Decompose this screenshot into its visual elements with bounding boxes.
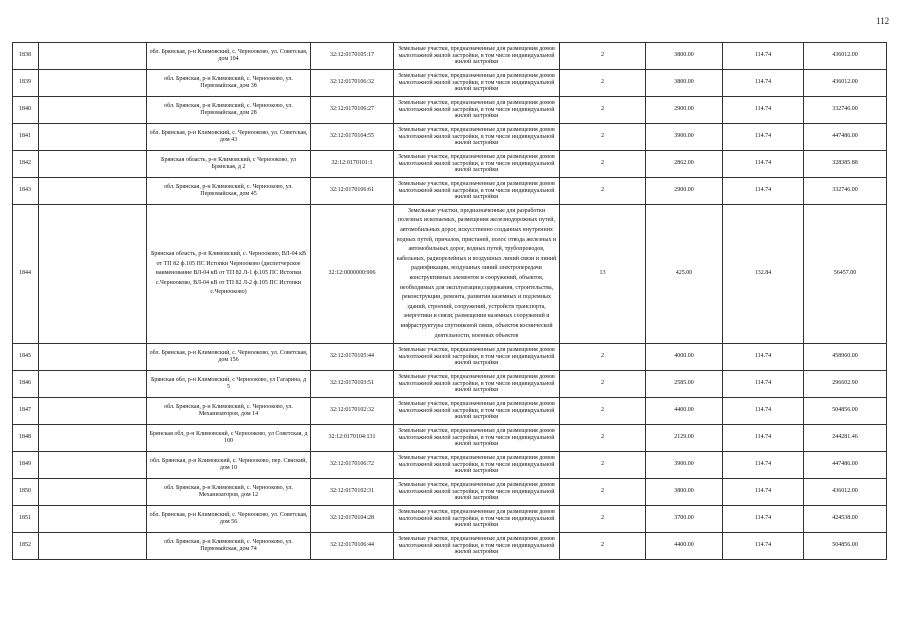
zone-cell: 2	[560, 43, 646, 70]
table-row	[13, 97, 887, 124]
cadastral-number-cell: 32:12:0170101:1	[311, 151, 394, 178]
rate-cell: 114.74	[723, 479, 804, 506]
area-cell: 3700.00	[646, 506, 723, 533]
area-cell: 4400.00	[646, 533, 723, 560]
address-cell: обл. Брянская, р-н Климовский, с. Чернооково, ул. Советская, дом 43	[147, 124, 311, 151]
cadastral-value-cell: 332746.00	[804, 97, 887, 124]
land-use-cell: Земельные участки, предназначенные для размещения домов малоэтажной жилой застройки, в том числе индивидуальной жилой застройки	[394, 178, 560, 205]
empty-cell	[39, 479, 147, 506]
area-cell: 425.00	[646, 205, 723, 344]
rate-cell: 132.84	[723, 205, 804, 344]
empty-cell	[39, 124, 147, 151]
rate-cell: 114.74	[723, 506, 804, 533]
row-number: 1848	[13, 425, 39, 452]
table-row	[13, 425, 887, 452]
zone-cell: 2	[560, 371, 646, 398]
zone-cell: 2	[560, 151, 646, 178]
table-row	[13, 124, 887, 151]
table-body	[13, 43, 887, 560]
table-row	[13, 533, 887, 560]
cadastral-value-cell: 436012.00	[804, 70, 887, 97]
address-cell: Брянская обл, р-н Климовский, с Чернооково, ул Советская, д 100	[147, 425, 311, 452]
cadastral-value-cell: 436012.00	[804, 479, 887, 506]
row-number: 1839	[13, 70, 39, 97]
cadastral-value-cell: 504856.00	[804, 533, 887, 560]
address-cell: обл. Брянская, р-н Климовский, с. Чернооково, ул. Механизаторов, дом 12	[147, 479, 311, 506]
area-cell: 4000.00	[646, 344, 723, 371]
cadastral-number-cell: 32:12:0170106:44	[311, 533, 394, 560]
cadastral-number-cell: 32:12:0170105:17	[311, 43, 394, 70]
land-use-cell: Земельные участки, предназначенные для размещения домов малоэтажной жилой застройки, в том числе индивидуальной жилой застройки	[394, 97, 560, 124]
cadastral-number-cell: 32:12:0170106:32	[311, 70, 394, 97]
cadastral-number-cell: 32:12:0170103:51	[311, 371, 394, 398]
zone-cell: 2	[560, 506, 646, 533]
area-cell: 3800.00	[646, 43, 723, 70]
land-use-cell: Земельные участки, предназначенные для разработки полезных ископаемых, размещения железнодорожных путей, автомобильных дорог, искусственно созданных внутренних водных путей, причалов, пристаней, полос отвода железных и автомобильных дорог, водных путей, трубопроводов, кабельных, радиорелейных и воздушных линий связи и линий радиофикации, воздушных линий электропередачи конструктивных элементов и сооружений, объектов, необходимых для эксплуатации,содержания, строительства, реконструкции, ремонта, развития наземных и подземных зданий, строений, сооружений, устройств транспорта, энергетики и связи; размещения наземных сооружений и инфраструктуры спутниковой связи, объектов космической деятельности, военных объектов	[394, 205, 560, 344]
land-use-cell: Земельные участки, предназначенные для размещения домов малоэтажной жилой застройки, в том числе индивидуальной жилой застройки	[394, 151, 560, 178]
cadastral-number-cell: 32:12:0170104:55	[311, 124, 394, 151]
land-use-cell: Земельные участки, предназначенные для размещения домов малоэтажной жилой застройки, в том числе индивидуальной жилой застройки	[394, 479, 560, 506]
table-row	[13, 371, 887, 398]
area-cell: 2900.00	[646, 97, 723, 124]
cadastral-value-cell: 458960.00	[804, 344, 887, 371]
cadastral-number-cell: 32:12:0170104:131	[311, 425, 394, 452]
cadastral-number-cell: 32:12:0000000:906	[311, 205, 394, 344]
address-cell: обл. Брянская, р-н Климовский, с. Чернооково, ул. Первомайская, дом 28	[147, 97, 311, 124]
empty-cell	[39, 452, 147, 479]
cadastral-number-cell: 32:12:0170102:31	[311, 479, 394, 506]
rate-cell: 114.74	[723, 371, 804, 398]
cadastral-value-cell: 332746.00	[804, 178, 887, 205]
area-cell: 3900.00	[646, 124, 723, 151]
area-cell: 4400.00	[646, 398, 723, 425]
rate-cell: 114.74	[723, 97, 804, 124]
row-number: 1844	[13, 205, 39, 344]
address-cell: обл. Брянская, р-н Климовский, с. Чернооково, ул. Советская, дом 104	[147, 43, 311, 70]
row-number: 1841	[13, 124, 39, 151]
land-use-cell: Земельные участки, предназначенные для размещения домов малоэтажной жилой застройки, в том числе индивидуальной жилой застройки	[394, 371, 560, 398]
table-row	[13, 151, 887, 178]
empty-cell	[39, 178, 147, 205]
cadastral-value-cell: 436012.00	[804, 43, 887, 70]
empty-cell	[39, 506, 147, 533]
rate-cell: 114.74	[723, 43, 804, 70]
row-number: 1843	[13, 178, 39, 205]
rate-cell: 114.74	[723, 124, 804, 151]
rate-cell: 114.74	[723, 425, 804, 452]
table-row	[13, 452, 887, 479]
address-cell: Брянская обл, р-н Климовский, с Чернооково, ул Гагарина, д 5	[147, 371, 311, 398]
zone-cell: 2	[560, 479, 646, 506]
empty-cell	[39, 205, 147, 344]
land-use-cell: Земельные участки, предназначенные для размещения домов малоэтажной жилой застройки, в том числе индивидуальной жилой застройки	[394, 43, 560, 70]
cadastral-number-cell: 32:12:0170106:61	[311, 178, 394, 205]
address-cell: обл. Брянская, р-н Климовский, с. Чернооково, пер. Свиский, дом 10	[147, 452, 311, 479]
empty-cell	[39, 70, 147, 97]
cadastral-value-cell: 504856.00	[804, 398, 887, 425]
row-number: 1850	[13, 479, 39, 506]
rate-cell: 114.74	[723, 398, 804, 425]
zone-cell: 2	[560, 178, 646, 205]
land-use-cell: Земельные участки, предназначенные для размещения домов малоэтажной жилой застройки, в том числе индивидуальной жилой застройки	[394, 452, 560, 479]
cadastral-value-cell: 244281.46	[804, 425, 887, 452]
land-use-cell: Земельные участки, предназначенные для размещения домов малоэтажной жилой застройки, в том числе индивидуальной жилой застройки	[394, 398, 560, 425]
land-use-cell: Земельные участки, предназначенные для размещения домов малоэтажной жилой застройки, в том числе индивидуальной жилой застройки	[394, 425, 560, 452]
cadastral-value-cell: 447486.00	[804, 124, 887, 151]
land-use-cell: Земельные участки, предназначенные для размещения домов малоэтажной жилой застройки, в том числе индивидуальной жилой застройки	[394, 124, 560, 151]
rate-cell: 114.74	[723, 533, 804, 560]
empty-cell	[39, 371, 147, 398]
cadastral-value-cell: 424538.00	[804, 506, 887, 533]
rate-cell: 114.74	[723, 70, 804, 97]
zone-cell: 2	[560, 533, 646, 560]
table-row	[13, 70, 887, 97]
cadastral-value-cell: 56457.00	[804, 205, 887, 344]
cadastral-number-cell: 32:12:0170105:44	[311, 344, 394, 371]
row-number: 1846	[13, 371, 39, 398]
area-cell: 3900.00	[646, 452, 723, 479]
empty-cell	[39, 344, 147, 371]
table-row	[13, 43, 887, 70]
rate-cell: 114.74	[723, 151, 804, 178]
row-number: 1849	[13, 452, 39, 479]
empty-cell	[39, 43, 147, 70]
table-row	[13, 344, 887, 371]
empty-cell	[39, 97, 147, 124]
zone-cell: 2	[560, 398, 646, 425]
row-number: 1845	[13, 344, 39, 371]
area-cell: 3800.00	[646, 479, 723, 506]
row-number: 1851	[13, 506, 39, 533]
area-cell: 2585.00	[646, 371, 723, 398]
area-cell: 2900.00	[646, 178, 723, 205]
cadastral-number-cell: 32:12:0170106:72	[311, 452, 394, 479]
table-row	[13, 398, 887, 425]
table-row	[13, 178, 887, 205]
address-cell: Брянская область, р-н Климовский, с Чернооково, ул Брянская, д 2	[147, 151, 311, 178]
cadastral-number-cell: 32:12:0170102:32	[311, 398, 394, 425]
zone-cell: 2	[560, 124, 646, 151]
address-cell: обл. Брянская, р-н Климовский, с. Чернооково, ул. Советская, дом 56	[147, 506, 311, 533]
land-use-cell: Земельные участки, предназначенные для размещения домов малоэтажной жилой застройки, в том числе индивидуальной жилой застройки	[394, 344, 560, 371]
address-cell: обл. Брянская, р-н Климовский, с. Чернооково, ул. Советская, дом 156	[147, 344, 311, 371]
address-cell: обл. Брянская, р-н Климовский, с. Чернооково, ул. Механизаторов, дом 14	[147, 398, 311, 425]
area-cell: 2129.00	[646, 425, 723, 452]
empty-cell	[39, 533, 147, 560]
address-cell: Брянская область, р-н Климовский, с. Чернооково, ВЛ-04 кВ от ТП 82 ф.105 ПС Истопки Чернооково (диспетчерское наименование ВЛ-04 кВ от ТП 82 Л-1 ф.105 ПС Истопки с.Чернооково, ВЛ-04 кВ от ТП 82 Л-2 ф.105 ПС Истопки с.Чернооково)	[147, 205, 311, 344]
row-number: 1852	[13, 533, 39, 560]
address-cell: обл. Брянская, р-н Климовский, с. Чернооково, ул. Первомайская, дом 45	[147, 178, 311, 205]
area-cell: 2862.00	[646, 151, 723, 178]
cadastral-number-cell: 32:12:0170106:27	[311, 97, 394, 124]
table-row	[13, 506, 887, 533]
table-row	[13, 479, 887, 506]
zone-cell: 2	[560, 452, 646, 479]
empty-cell	[39, 151, 147, 178]
row-number: 1838	[13, 43, 39, 70]
row-number: 1847	[13, 398, 39, 425]
empty-cell	[39, 398, 147, 425]
zone-cell: 2	[560, 97, 646, 124]
row-number: 1840	[13, 97, 39, 124]
rate-cell: 114.74	[723, 178, 804, 205]
rate-cell: 114.74	[723, 344, 804, 371]
land-registry-table	[12, 42, 887, 560]
zone-cell: 2	[560, 425, 646, 452]
zone-cell: 2	[560, 70, 646, 97]
address-cell: обл. Брянская, р-н Климовский, с. Чернооково, ул. Первомайская, дом 74	[147, 533, 311, 560]
land-use-cell: Земельные участки, предназначенные для размещения домов малоэтажной жилой застройки, в том числе индивидуальной жилой застройки	[394, 533, 560, 560]
row-number: 1842	[13, 151, 39, 178]
cadastral-value-cell: 447486.00	[804, 452, 887, 479]
cadastral-value-cell: 296602.90	[804, 371, 887, 398]
area-cell: 3800.00	[646, 70, 723, 97]
address-cell: обл. Брянская, р-н Климовский, с. Чернооково, ул. Первомайская, дом 38	[147, 70, 311, 97]
land-use-cell: Земельные участки, предназначенные для размещения домов малоэтажной жилой застройки, в том числе индивидуальной жилой застройки	[394, 70, 560, 97]
zone-cell: 13	[560, 205, 646, 344]
rate-cell: 114.74	[723, 452, 804, 479]
cadastral-value-cell: 328385.88	[804, 151, 887, 178]
empty-cell	[39, 425, 147, 452]
table-row	[13, 205, 887, 344]
cadastral-number-cell: 32:12:0170104:28	[311, 506, 394, 533]
page-number: 112	[876, 16, 890, 26]
land-use-cell: Земельные участки, предназначенные для размещения домов малоэтажной жилой застройки, в том числе индивидуальной жилой застройки	[394, 506, 560, 533]
zone-cell: 2	[560, 344, 646, 371]
